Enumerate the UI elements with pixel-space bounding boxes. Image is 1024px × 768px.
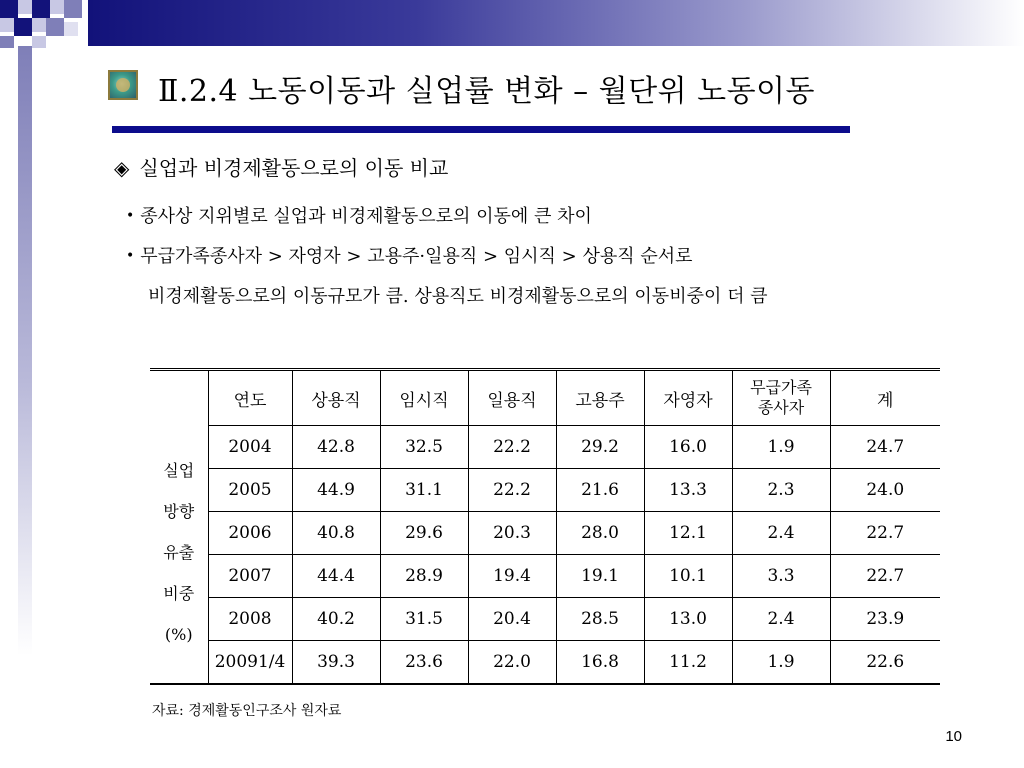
diamond-bullet-icon: ◈ [114, 156, 130, 180]
table-row [150, 641, 940, 685]
bullet-text: 종사상 지위별로 실업과 비경제활동으로의 이동에 큰 차이 [140, 206, 592, 227]
table-cell: 29.2 [556, 426, 644, 469]
header-line: 무급가족 [750, 378, 812, 397]
table-cell: 44.9 [292, 469, 380, 512]
side-gradient-bar [18, 46, 32, 656]
corner-square-6 [0, 18, 14, 32]
table-cell: 44.4 [292, 555, 380, 598]
table-row [150, 555, 940, 598]
row-group-label [150, 370, 208, 685]
row-label-line: (%) [164, 624, 193, 644]
corner-square-2 [18, 0, 32, 14]
table-cell: 20.3 [468, 512, 556, 555]
corner-square-8 [32, 18, 46, 32]
table-cell: 22.7 [830, 555, 940, 598]
header-cell: 일용직 [468, 370, 556, 426]
header-cell: 임시직 [380, 370, 468, 426]
corner-square-12 [32, 36, 46, 48]
table-cell: 29.6 [380, 512, 468, 555]
table-cell: 1.9 [732, 426, 830, 469]
page-number: 10 [945, 728, 962, 745]
title-underline [112, 126, 850, 133]
corner-square-7 [14, 18, 32, 36]
table-cell: 23.6 [380, 641, 468, 685]
header-cell: 상용직 [292, 370, 380, 426]
section-heading [114, 152, 448, 181]
table-cell: 22.2 [468, 469, 556, 512]
table-cell: 24.0 [830, 469, 940, 512]
table-row [150, 598, 940, 641]
row-label-line: 실업 [163, 460, 195, 480]
header-cell: 고용주 [556, 370, 644, 426]
corner-square-4 [50, 0, 64, 14]
table-cell: 40.8 [292, 512, 380, 555]
table-cell: 20091/4 [208, 641, 292, 685]
table-cell: 20.4 [468, 598, 556, 641]
corner-square-5 [64, 0, 82, 18]
table-cell: 2.4 [732, 512, 830, 555]
table-cell: 24.7 [830, 426, 940, 469]
table-cell: 13.3 [644, 469, 732, 512]
corner-square-9 [46, 18, 64, 36]
table-cell: 16.0 [644, 426, 732, 469]
header-cell [732, 370, 830, 426]
table-cell: 2007 [208, 555, 292, 598]
table-cell: 10.1 [644, 555, 732, 598]
corner-square-11 [0, 36, 14, 48]
table-cell: 22.2 [468, 426, 556, 469]
corner-square-1 [0, 0, 18, 18]
bullet-dot-icon: • [126, 208, 135, 224]
table-cell: 21.6 [556, 469, 644, 512]
outflow-share-table [150, 368, 940, 685]
table-row [150, 469, 940, 512]
header-line: 종사자 [757, 398, 805, 417]
table-row [150, 512, 940, 555]
bullet-item [126, 242, 693, 268]
table-cell: 2005 [208, 469, 292, 512]
table-cell: 42.8 [292, 426, 380, 469]
bullet-item [126, 202, 592, 228]
header-cell: 연도 [208, 370, 292, 426]
header-gradient-bar [88, 0, 1024, 46]
table-header-row [150, 370, 940, 426]
row-label-line: 유출 [163, 542, 195, 562]
table-cell: 39.3 [292, 641, 380, 685]
table-cell: 28.5 [556, 598, 644, 641]
corner-square-10 [64, 22, 78, 36]
table-cell: 12.1 [644, 512, 732, 555]
bullet-text: 무급가족종사자 > 자영자 > 고용주·일용직 > 임시직 > 상용직 순서로 [140, 246, 693, 267]
table-cell: 28.0 [556, 512, 644, 555]
table-cell: 19.4 [468, 555, 556, 598]
source-note: 자료: 경제활동인구조사 원자료 [152, 703, 342, 719]
table-cell: 2.4 [732, 598, 830, 641]
table-cell: 2004 [208, 426, 292, 469]
table-cell: 22.0 [468, 641, 556, 685]
title-globe-icon [108, 70, 138, 100]
table-cell: 31.1 [380, 469, 468, 512]
table-cell: 1.9 [732, 641, 830, 685]
table-cell: 22.7 [830, 512, 940, 555]
table-cell: 13.0 [644, 598, 732, 641]
table-cell: 2008 [208, 598, 292, 641]
bullet-continuation: 비경제활동으로의 이동규모가 큼. 상용직도 비경제활동으로의 이동비중이 더 큼 [148, 286, 768, 307]
table-cell: 28.9 [380, 555, 468, 598]
row-label-line: 비중 [163, 583, 195, 603]
header-cell: 계 [830, 370, 940, 426]
table-cell: 2006 [208, 512, 292, 555]
table-cell: 31.5 [380, 598, 468, 641]
row-label-line: 방향 [163, 501, 195, 521]
table-cell: 19.1 [556, 555, 644, 598]
section-heading-text: 실업과 비경제활동으로의 이동 비교 [139, 156, 449, 180]
table-cell: 40.2 [292, 598, 380, 641]
table-cell: 2.3 [732, 469, 830, 512]
table-cell: 3.3 [732, 555, 830, 598]
table-cell: 23.9 [830, 598, 940, 641]
table-row [150, 426, 940, 469]
table-cell: 11.2 [644, 641, 732, 685]
header-cell: 자영자 [644, 370, 732, 426]
page-title: Ⅱ.2.4 노동이동과 실업률 변화 – 월단위 노동이동 [158, 74, 816, 109]
table-cell: 22.6 [830, 641, 940, 685]
table-cell: 32.5 [380, 426, 468, 469]
bullet-dot-icon: • [126, 248, 135, 264]
corner-square-3 [32, 0, 50, 18]
table-cell: 16.8 [556, 641, 644, 685]
